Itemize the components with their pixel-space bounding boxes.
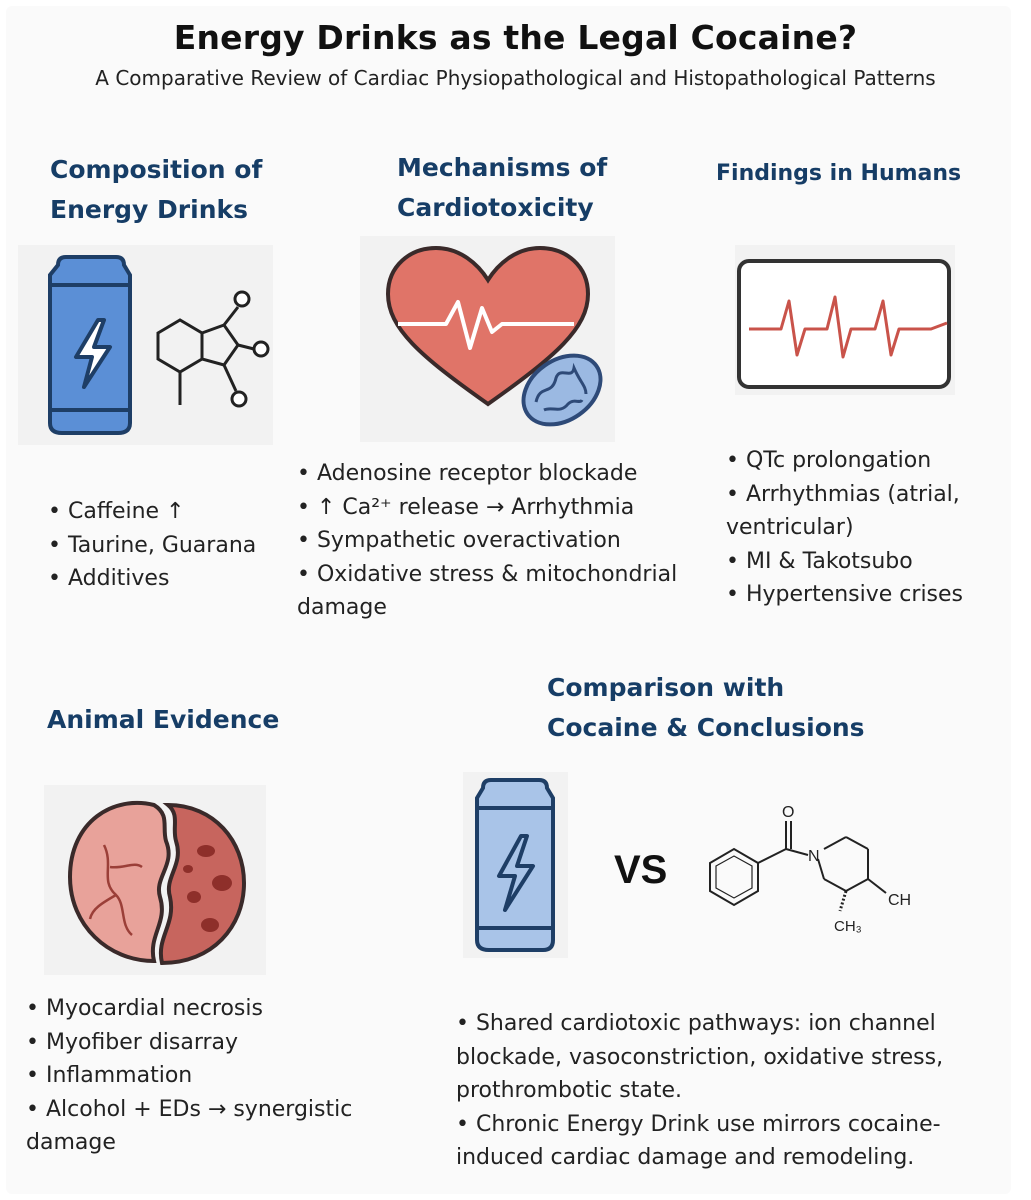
mechanisms-heading-line2: Cardiotoxicity (397, 193, 594, 222)
composition-bullets (48, 495, 256, 596)
list-item: • MI & Takotsubo (726, 548, 913, 574)
list-item: • Hypertensive crises (726, 582, 964, 607)
list-item: • Arrhythmias (atrial, (726, 481, 960, 507)
ch3-label: CH₃ (834, 918, 862, 935)
caffeine-molecule-icon (158, 292, 268, 406)
list-item: • ↑ Ca²⁺ release → Arrhythmia (297, 494, 635, 520)
humans-heading: Findings in Humans (716, 161, 962, 186)
list-item: prothrombotic state. (456, 1078, 682, 1103)
list-item: induced cardiac damage and remodeling. (456, 1145, 915, 1170)
animal-bullets (26, 992, 352, 1160)
mechanisms-heading (397, 148, 607, 228)
list-item: blockade, vasoconstriction, oxidative stress, (456, 1044, 944, 1070)
list-item: damage (297, 595, 387, 620)
ecg-monitor-icon (735, 245, 955, 395)
comparison-can-illustration (463, 772, 568, 958)
ch-label: CH (888, 892, 912, 909)
nitrogen-label: N (808, 848, 820, 865)
composition-heading (50, 150, 262, 230)
composition-heading-line2: Energy Drinks (50, 195, 249, 224)
list-item: • Adenosine receptor blockade (297, 461, 638, 486)
humans-illustration (735, 245, 955, 395)
mechanisms-heading-line1: Mechanisms of (397, 153, 608, 182)
vs-label: VS (614, 848, 668, 892)
cocaine-molecule-icon (700, 795, 930, 945)
list-item: • Shared cardiotoxic pathways: ion channel (456, 1011, 936, 1036)
mechanisms-illustration (360, 236, 615, 442)
comparison-heading-line1: Comparison with (547, 673, 785, 702)
heart-tissue-icon (44, 785, 266, 975)
heart-ecg-icon (360, 236, 615, 442)
list-item: • Myocardial necrosis (26, 996, 263, 1021)
animal-illustration (44, 785, 266, 975)
energy-drink-can-icon (463, 772, 568, 958)
list-item: • Alcohol + EDs → synergistic (26, 1096, 353, 1122)
animal-heading: Animal Evidence (47, 705, 280, 734)
list-item: ventricular) (726, 515, 854, 540)
list-item: • Inflammation (26, 1063, 193, 1088)
page-subtitle: A Comparative Review of Cardiac Physiopathological and Histopathological Patterns (95, 66, 936, 90)
cocaine-molecule (700, 795, 930, 945)
humans-bullets (726, 444, 963, 612)
composition-heading-line1: Composition of (50, 155, 263, 184)
list-item: • QTc prolongation (726, 448, 932, 473)
list-item: • Oxidative stress & mitochondrial (297, 561, 678, 587)
mechanisms-bullets (297, 457, 677, 625)
list-item: • Additives (48, 566, 170, 591)
list-item: damage (26, 1130, 116, 1155)
energy-drink-can-icon (18, 245, 273, 445)
comparison-bullets (456, 1007, 943, 1175)
list-item: • Taurine, Guarana (48, 532, 257, 558)
list-item: • Chronic Energy Drink use mirrors cocaine- (456, 1111, 941, 1137)
page-title: Energy Drinks as the Legal Cocaine? (173, 18, 858, 57)
list-item: • Caffeine ↑ (48, 499, 185, 524)
list-item: • Sympathetic overactivation (297, 528, 621, 553)
composition-illustration (18, 245, 273, 445)
comparison-heading-line2: Cocaine & Conclusions (547, 713, 865, 742)
list-item: • Myofiber disarray (26, 1029, 239, 1055)
oxygen-label: O (782, 804, 795, 821)
comparison-heading (547, 668, 865, 748)
